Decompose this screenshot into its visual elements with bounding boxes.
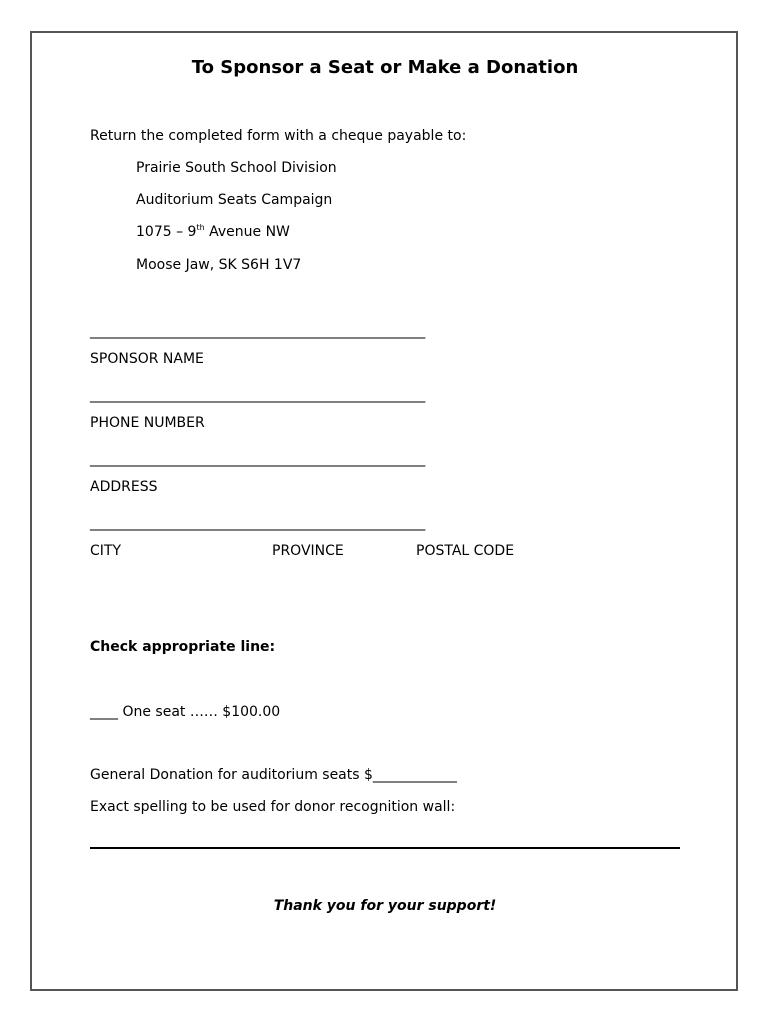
check-heading: Check appropriate line: [90,639,276,655]
page-title: To Sponsor a Seat or Make a Donation [191,57,579,78]
payee-line-1: Prairie South School Division [136,160,337,176]
one-seat-option[interactable]: ____ One seat …… $100.00 [90,704,281,720]
spelling-label: Exact spelling to be used for donor recognition wall: [90,799,456,815]
donor-recognition-line[interactable] [90,847,680,849]
thank-you-text: Thank you for your support! [273,898,497,914]
payee-line-2: Auditorium Seats Campaign [136,192,333,208]
payee-street-suffix: th [196,223,205,232]
payee-street-name: Avenue NW [204,224,290,240]
payee-line-3 [136,223,290,241]
phone-number-line[interactable]: __________________________________________________ [90,387,426,403]
address-label: ADDRESS [90,479,158,495]
city-label: CITY [90,543,122,559]
general-donation-field[interactable]: General Donation for auditorium seats $____________ [90,767,457,783]
payee-line-4: Moose Jaw, SK S6H 1V7 [136,257,302,273]
province-label: PROVINCE [272,543,344,559]
city-province-postal-line[interactable]: __________________________________________________ [90,515,426,531]
sponsor-name-label: SPONSOR NAME [90,351,204,367]
intro-text: Return the completed form with a cheque payable to: [90,128,467,144]
payee-street-number: 1075 – 9 [136,224,197,240]
address-line[interactable]: __________________________________________________ [90,451,426,467]
sponsor-name-line[interactable]: __________________________________________________ [90,323,426,339]
phone-number-label: PHONE NUMBER [90,415,205,431]
postal-code-label: POSTAL CODE [416,543,515,559]
